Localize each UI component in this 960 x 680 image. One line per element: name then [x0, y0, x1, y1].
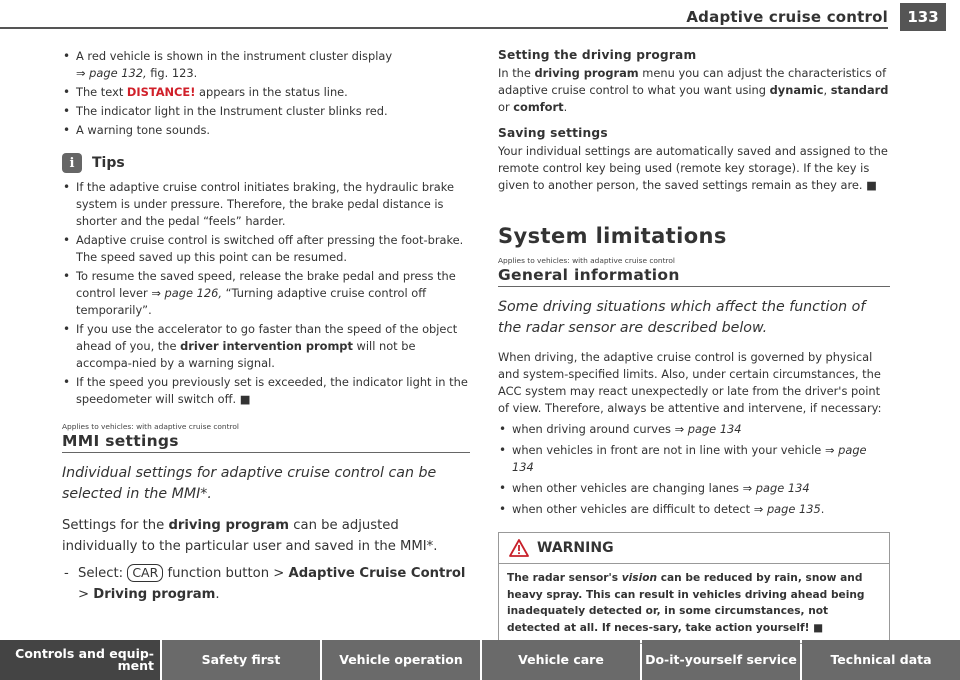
list-item: • Adaptive cruise control is switched off after pressing the foot-brake. The speed saved up this point can be resumed.	[62, 232, 470, 266]
subheading-setting: Setting the driving program	[498, 48, 697, 62]
list-item: • when vehicles in front are not in line with your vehicle ⇒ page 134	[498, 442, 890, 476]
list-item: • If you use the accelerator to go faster than the speed of the object ahead of you, the driver intervention prompt will not be accompa-nied by a warning signal.	[62, 321, 470, 372]
page-link[interactable]: ⇒ page 135	[753, 502, 821, 516]
tab-technical-data[interactable]: Technical data	[802, 640, 960, 680]
section-lead: Individual settings for adaptive cruise control can be selected in the MMI*.	[62, 465, 437, 502]
page-link[interactable]: ⇒ page 134	[742, 481, 810, 495]
applies-note: Applies to vehicles: with adaptive cruise control	[62, 422, 239, 431]
list-item: • The text DISTANCE! appears in the status line.	[62, 84, 470, 101]
tips-label: Tips	[92, 155, 125, 171]
list-item: • A warning tone sounds.	[62, 122, 470, 139]
warning-heading	[499, 533, 889, 564]
list-item: • If the adaptive cruise control initiates braking, the hydraulic brake system is under pressure. Therefore, the brake pedal distance is shorter and the pedal “feels” harder.	[62, 179, 470, 230]
instruction-step: - Select: CAR function button > Adaptive Cruise Control > Driving program.	[62, 563, 470, 605]
tab-vehicle-operation[interactable]: Vehicle operation	[322, 640, 480, 680]
list-item: • The indicator light in the Instrument cluster blinks red.	[62, 103, 470, 120]
list-item: • when other vehicles are changing lanes ⇒ page 134	[498, 480, 890, 497]
section-lead: Some driving situations which affect the function of the radar sensor are described below.	[498, 299, 866, 336]
list-item: • To resume the saved speed, release the brake pedal and press the control lever ⇒ page 126, “Turning adaptive cruise control off temporarily”.	[62, 268, 470, 319]
footer-nav	[0, 640, 960, 680]
status-bullet-list	[62, 48, 470, 139]
warning-triangle-icon	[509, 539, 529, 557]
section-heading-mmi: MMI settings	[62, 432, 470, 453]
tips-heading	[62, 153, 470, 173]
limitations-list	[498, 421, 890, 518]
paragraph: In the driving program menu you can adjust the characteristics of adaptive cruise control to what you want using dynamic, standard or comfort.	[498, 66, 889, 114]
chapter-title: Adaptive cruise control	[686, 8, 888, 26]
tab-vehicle-care[interactable]: Vehicle care	[482, 640, 640, 680]
list-item: • If the speed you previously set is exceeded, the indicator light in the speedometer will switch off. ■	[62, 374, 470, 408]
header-rule	[0, 27, 888, 29]
distance-warning-text: DISTANCE!	[126, 85, 196, 99]
page-number: 133	[900, 3, 946, 31]
car-key-label: CAR	[127, 564, 163, 582]
page-link[interactable]: ⇒ page 134	[674, 422, 742, 436]
page-link[interactable]: ⇒ page 126,	[151, 286, 222, 300]
section-heading-general: General information	[498, 266, 890, 287]
warning-label: WARNING	[537, 540, 614, 556]
paragraph: Your individual settings are automatically saved and assigned to the remote control key being used (remote key storage). If the key is given to another person, the saved settings remain as they are. ■	[498, 144, 888, 192]
paragraph: When driving, the adaptive cruise control is governed by physical and system-specified limits. Also, under certain circumstances, the ACC system may react unexpectedly or late from the driver's point of view. Therefore, always be attentive and intervene, if necessary:	[498, 350, 882, 415]
tab-controls-and-equipment[interactable]: Controls and equip-ment	[0, 640, 160, 680]
tab-safety-first[interactable]: Safety first	[162, 640, 320, 680]
paragraph: Settings for the driving program can be adjusted individually to the particular user and saved in the MMI*.	[62, 518, 438, 554]
warning-text: The radar sensor's vision can be reduced by rain, snow and heavy spray. This can result in vehicles driving ahead being inadequately detected or, in some circumstances, not detected at all. If neces-sary, take action yourself! ■	[507, 572, 865, 634]
subheading-saving: Saving settings	[498, 126, 608, 140]
left-column	[62, 48, 470, 605]
section-heading-system-limitations: System limitations	[498, 224, 727, 248]
info-icon: i	[62, 153, 82, 173]
warning-box	[498, 532, 890, 644]
tips-list	[62, 179, 470, 408]
applies-note: Applies to vehicles: with adaptive cruise control	[498, 256, 675, 265]
list-item: • A red vehicle is shown in the instrument cluster display ⇒ page 132, fig. 123.	[62, 48, 470, 82]
page-link[interactable]: ⇒ page 132,	[76, 66, 147, 80]
tab-do-it-yourself-service[interactable]: Do-it-yourself service	[642, 640, 800, 680]
page-link[interactable]: ⇒ page 134	[512, 443, 867, 474]
list-item: • when driving around curves ⇒ page 134	[498, 421, 890, 438]
list-item: • when other vehicles are difficult to detect ⇒ page 135.	[498, 501, 890, 518]
right-column	[498, 48, 890, 644]
